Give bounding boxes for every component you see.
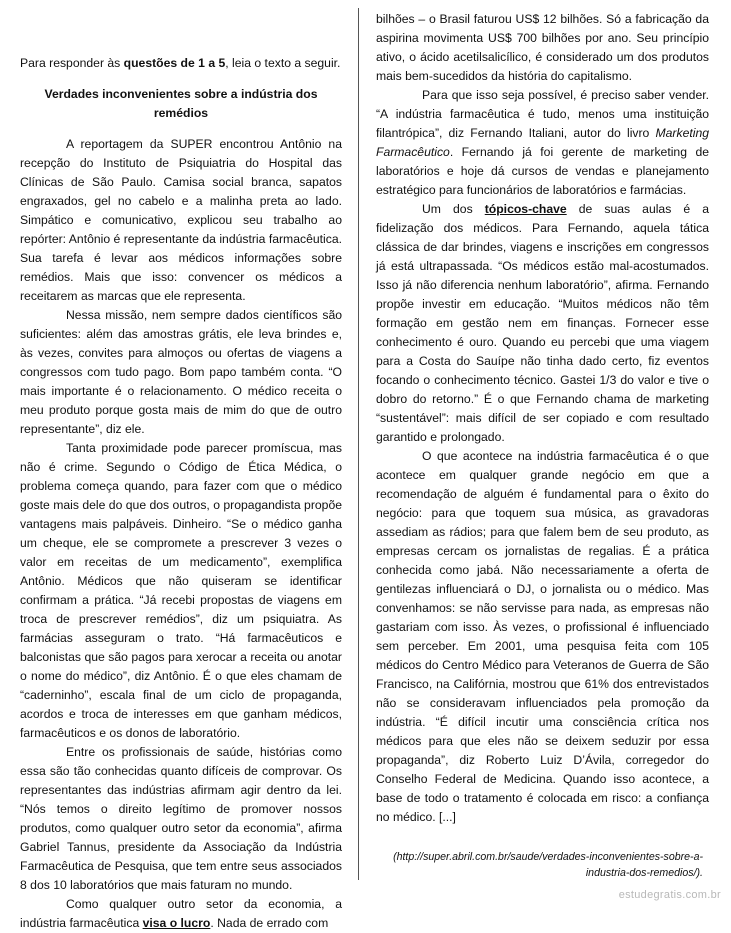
- left-column: [0, 0, 360, 933]
- book-title-marketing-farmaceutico: Marketing Farmacêutico: [376, 126, 709, 159]
- paragraph-5-text-after: . Nada de errado com: [210, 916, 329, 930]
- instruction-prefix: Para responder às: [20, 56, 124, 70]
- paragraph-5-start: [20, 895, 342, 933]
- instruction-line: [20, 54, 342, 73]
- underlined-phrase-visa-o-lucro: visa o lucro: [142, 916, 211, 930]
- paragraph-1: A reportagem da SUPER encontrou Antônio na recepção do Instituto de Psiquiatria do Hospital das Clínicas de São Paulo. Camisa social branca, sapatos engraxados, gel no cabelo e a malinha preta ao lado. Simpático e comunicativo, explicou seu trabalho ao repórter: Antônio é representante da indústria farmacêutica. Sua tarefa é levar aos médicos informações sobre remédios. Mais que isso: convencer os médicos a receitarem as marcas que ele representa.: [20, 137, 342, 303]
- paragraph-6: [376, 86, 709, 200]
- article-title: Verdades inconvenientes sobre a indústria dos remédios: [44, 87, 318, 120]
- site-watermark: estudegratis.com.br: [618, 889, 721, 901]
- paragraph-5-continuation: bilhões – o Brasil faturou US$ 12 bilhões. Só a fabricação da aspirina movimenta US$ 700 bilhões por ano. Seu princípio ativo, o ácido acetilsalicílico, é considerado um dos produtos mais bem-sucedidos da história do capitalismo.: [376, 12, 709, 83]
- paragraph-5-text-before: Como qualquer outro setor da economia, a indústria farmacêutica: [20, 897, 342, 930]
- paragraph-8: O que acontece na indústria farmacêutica é o que acontece em qualquer grande negócio em que a recomendação de alguém é fundamental para o êxito do negócio: para que toquem sua música, as gravadoras assediam as rádios; para que falem bem de seu produto, as empresas cercam os jornalistas de regalias. É a prática conhecida como jabá. Não necessariamente a oferta de gentilezas influenciará o DJ, o jornalista ou o médico. Mas convenhamos: se não servisse para nada, as empresas não gastariam com isso. Às vezes, o profissional é influenciado sem perceber. Em 2001, uma pesquisa feita com 105 médicos do Centro Médico para Veteranos de Guerra de São Francisco, na Califórnia, mostrou que 61% dos entrevistados não se consideravam influenciados pela promoção da indústria. “É difícil incutir uma consciência crítica nos médicos para que eles não se deixem seduzir por essa propaganda”, diz Roberto Luiz D’Ávila, corregedor do Conselho Federal de Medicina. Quando isso acontece, a base de todo o tratamento é colocada em risco: a confiança no médico. [...]: [376, 449, 709, 824]
- underlined-phrase-topicos-chave: tópicos-chave: [484, 202, 567, 216]
- paragraph-4: Entre os profissionais de saúde, histórias como essa são tão conhecidas quanto difíceis de comprovar. Os representantes das indústrias afirmam agir dentro da lei. “Nós temos o direito legítimo de promover nossos produtos, como qualquer outro setor da economia”, afirma Gabriel Tannus, presidente da Associação da Indústria Farmacêutica de Pesquisa, que tem entre seus associados 8 dos 10 laboratórios que mais faturam no mundo.: [20, 745, 342, 892]
- instruction-question-range: questões de 1 a 5: [123, 56, 226, 70]
- paragraph-6-text-after: . Fernando já foi gerente de marketing de laboratórios e hoje dá cursos de vendas e planejamento estratégico para funcionários de laboratórios e farmácias.: [376, 145, 709, 197]
- source-citation: (http://super.abril.com.br/saude/verdades-inconvenientes-sobre-a-industria-dos-remedios/).: [393, 851, 703, 879]
- right-column: [360, 0, 731, 881]
- instruction-suffix: , leia o texto a seguir.: [225, 56, 341, 70]
- paragraph-3: Tanta proximidade pode parecer promíscua, mas não é crime. Segundo o Código de Ética Médica, o problema começa quando, para fazer com que o médico goste mais dele do que dos outros, o propagandista propõe vantagens mais palpáveis. Dinheiro. “Se o médico ganha um cheque, ele se compromete a prescrever 3 vezes o valor em receitas de um medicamento”, exemplifica Antônio. Médicos que não quiseram se identificar confirmam a prática. “Já recebi propostas de viagens em troca de prescrever remédios”, diz um psiquiatra. As farmácias asseguram o trato. “Há farmacêuticos e balconistas que são pagos para xerocar a receita ou anotar o nome do médico”, diz Antônio. É o que eles chamam de “caderninho”, escala final de um ciclo de propaganda, acordos e troca de interesses em que ganham médicos, farmacêuticos e os donos de laboratório.: [20, 441, 342, 740]
- paragraph-2: Nessa missão, nem sempre dados científicos são suficientes: além das amostras grátis, ele leva brindes e, às vezes, convites para almoços ou ofertas de viagens a congressos com tudo pago. Bom papo também conta. “O mais importante é o relacionamento. O médico receita o meu produto porque gosta mais de mim do que de outro representante”, diz ele.: [20, 308, 342, 436]
- paragraph-7: [376, 200, 709, 447]
- paragraph-6-text-before: Para que isso seja possível, é preciso saber vender. “A indústria farmacêutica é tudo, menos uma instituição filantrópica”, diz Fernando Italiani, autor do livro: [376, 88, 709, 140]
- paragraph-7-text-after: de suas aulas é a fidelização dos médicos. Para Fernando, aquela tática clássica de dar brindes, viagens e inscrições em congressos já está ultrapassada. “Os médicos estão mal-acostumados. Isso já não diferencia nenhum laboratório”, afirma. Fernando propõe investir em educação. “Muitos médicos não têm formação em gestão nem em finanças. Fornecer esse conhecimento é ouro. Quando eu percebi que uma viagem para a Costa do Sauípe não tinha dado certo, fiz eventos focando o conhecimento técnico. Gastei 1/3 do valor e tive o dobro do retorno.” É o que Fernando chama de marketing “sustentável”: mais difícil de ser copiado e com resultado garantido e prolongado.: [376, 202, 709, 444]
- paragraph-7-text-before: Um dos: [422, 202, 485, 216]
